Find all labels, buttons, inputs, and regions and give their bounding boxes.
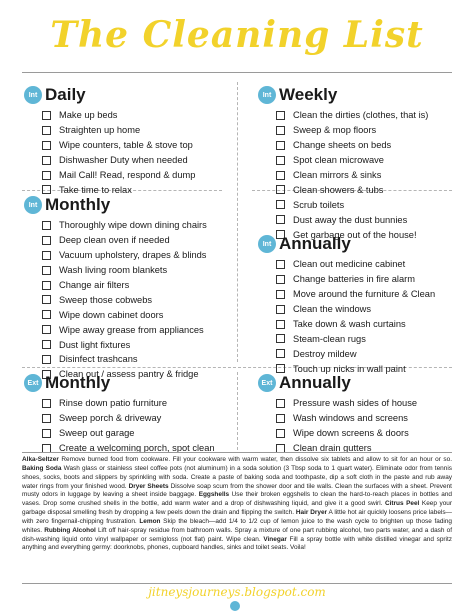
checkbox[interactable] (276, 260, 285, 269)
checklist-item (24, 441, 215, 456)
checklist-item-label: Vacuum upholstery, drapes & blinds (59, 250, 207, 261)
checklist-item (24, 278, 207, 293)
checklist-item (258, 197, 428, 212)
checklist-item-label: Sweep & mop floors (293, 125, 377, 136)
checklist (258, 108, 428, 242)
bottom-rule (22, 583, 452, 584)
checklist-item-label: Pressure wash sides of house (293, 398, 418, 409)
checklist-item-label: Dishwasher Duty when needed (59, 155, 188, 166)
checkbox[interactable] (276, 290, 285, 299)
checkbox[interactable] (276, 156, 285, 165)
checkbox[interactable] (42, 281, 51, 290)
checklist-item (24, 153, 195, 168)
checkbox[interactable] (276, 275, 285, 284)
checklist-item-label: Take down & wash curtains (293, 319, 406, 329)
checkbox[interactable] (42, 111, 51, 120)
checklist-item-label: Make up beds (59, 110, 118, 121)
section-annually-exterior (258, 372, 417, 456)
checkbox[interactable] (42, 429, 51, 438)
checklist-item (24, 123, 195, 138)
checklist-item (258, 287, 435, 302)
checkbox[interactable] (42, 414, 51, 423)
checklist-item-label: Mail Call! Read, respond & dump (59, 170, 196, 180)
tip-term: Lemon (139, 517, 161, 525)
section-title: Annually (279, 373, 351, 392)
checkbox[interactable] (276, 141, 285, 150)
checklist-item (258, 272, 435, 287)
tip-term: Eggshells (198, 491, 230, 499)
checklist-item-label: Sweep porch & driveway (59, 413, 162, 424)
section-daily (24, 84, 195, 197)
checklist-item (258, 302, 435, 317)
column-divider (237, 82, 238, 362)
tip-term: Vinegar (263, 535, 287, 543)
tip-text: Dissolve soap scum from the shower door and tile walls. Clean the surfaces with a sheet. Prevent musty odors in luggage by leaving a sheet inside baggage. (22, 482, 452, 499)
section-weekly (258, 84, 428, 242)
checklist-item-label: Change air filters (59, 280, 130, 290)
checklist-item-label: Clean out medicine cabinet (293, 259, 406, 270)
checklist-item (258, 182, 428, 197)
tip-term: Baking Soda (22, 464, 62, 472)
checklist-item-label: Destroy mildew (293, 348, 357, 359)
checklist-item-label: Sweep those cobwebs (59, 294, 153, 305)
tip-term: Dryer Sheets (128, 482, 169, 490)
checklist-item-label: Wash windows and screens (293, 413, 408, 424)
checkbox[interactable] (42, 340, 51, 349)
checklist-item-label: Dust light fixtures (59, 339, 131, 350)
checklist-item (24, 411, 215, 426)
checkbox[interactable] (42, 399, 51, 408)
checklist-item (24, 263, 207, 278)
checklist-item-label: Change batteries in fire alarm (293, 274, 415, 285)
tip-text: Skip the bleach—add 1/4 to 1/2 cup of lemon juice to the wash cycle to brighten up those fading whites. (22, 517, 452, 534)
checklist-item (24, 352, 207, 367)
checklist-item-label: Get garbage out of the house! (293, 229, 417, 240)
section-title: Daily (45, 85, 86, 104)
checkbox[interactable] (276, 414, 285, 423)
checkbox[interactable] (276, 215, 285, 224)
section-title: Weekly (279, 85, 338, 104)
checklist-item (24, 248, 207, 263)
checklist-item-label: Rinse down patio furniture (59, 398, 168, 409)
checkbox[interactable] (276, 334, 285, 343)
checkbox[interactable] (42, 251, 51, 260)
checklist-item-label: Clean mirrors & sinks (293, 170, 382, 180)
checklist-item (258, 396, 417, 411)
checklist-item (24, 108, 195, 123)
tip-text: Wash glass or stainless steel coffee pots (not aluminum) in a soda solution (3 Tbsp soda to 1 quart water). Eliminate odor from tennis shoes, socks, boots and slippers by sprinkling with soda. Create a paste of baking soda and toothpaste, dip a soft cloth in the paste and rub away water rings from your finished wood. (22, 464, 452, 490)
tips-rule (22, 452, 452, 453)
blog-logo-icon (230, 601, 240, 611)
checklist-item (24, 292, 207, 307)
checkbox[interactable] (42, 126, 51, 135)
checkbox[interactable] (42, 141, 51, 150)
checklist-item-label: Wash living room blankets (59, 265, 168, 276)
page-title: The Cleaning List (50, 14, 424, 56)
section-badge: Int (258, 86, 276, 104)
checklist-item (258, 212, 428, 227)
section-badge: Int (258, 235, 276, 253)
checkbox[interactable] (276, 185, 285, 194)
checkbox[interactable] (276, 305, 285, 314)
checklist-item-label: Scrub toilets (293, 199, 345, 210)
section-title: Monthly (45, 373, 111, 392)
checklist-item (24, 233, 207, 248)
blog-url[interactable]: jitneysjourneys.blogspot.com (148, 585, 326, 599)
top-rule (22, 72, 452, 73)
checkbox[interactable] (42, 310, 51, 319)
checkbox[interactable] (42, 355, 51, 364)
column-divider (237, 372, 238, 450)
checklist-item-label: Wipe counters, table & stove top (59, 140, 193, 151)
tip-text: Keep your garbage disposal smelling fresh by dropping a few peels down the drain and flipping the switch. (22, 500, 452, 517)
checklist-item-label: Sweep out garage (59, 428, 135, 439)
checklist-item (258, 317, 435, 332)
checklist-item (24, 168, 195, 183)
checklist-item-label: Wipe down screens & doors (293, 428, 409, 439)
checklist-item-label: Clean drain gutters (293, 443, 372, 454)
checklist-item (258, 411, 417, 426)
checkbox[interactable] (276, 349, 285, 358)
checklist (258, 257, 435, 376)
checklist-item-label: Steam-clean rugs (293, 333, 366, 344)
checklist-item-label: Clean the windows (293, 304, 372, 315)
checkbox[interactable] (42, 156, 51, 165)
checklist-item-label: Clean showers & tubs (293, 184, 384, 195)
section-title: Monthly (45, 195, 111, 214)
checklist-item (258, 108, 428, 123)
checklist-item-label: Thoroughly wipe down dining chairs (59, 220, 207, 231)
section-badge: Ext (24, 374, 42, 392)
checklist-item (24, 322, 207, 337)
tip-text: Lift off hair-spray residue from bathroom walls. Spray a mixture of one part rubbing alcohol, two parts water, and a dash of dish-washing liquid onto vinyl wallpaper or semigloss (not flat) paint. Wipe clean. (22, 526, 452, 543)
tip-term: Alka-Seltzer (22, 456, 59, 463)
checkbox[interactable] (276, 320, 285, 329)
tip-term: Hair Dryer (295, 509, 328, 517)
section-monthly-exterior (24, 372, 215, 456)
checklist-item (258, 257, 435, 272)
checklist-item-label: Clean the dirties (clothes, that is) (293, 110, 429, 121)
tip-text: A little hot air quickly loosens price labels—with zero fingernail-chipping frustration. (22, 509, 452, 525)
checklist-item (258, 168, 428, 183)
checklist (24, 218, 207, 382)
checkbox[interactable] (42, 266, 51, 275)
section-title: Annually (279, 234, 351, 253)
tip-text: Remove burned food from cookware. Fill your cookware with warm water, then dissolve six tablets and allow to sit for an hour or so. (58, 456, 452, 463)
checklist-item-label: Create a welcoming porch, spot clean (59, 443, 215, 454)
checklist-item-label: Straighten up home (59, 125, 141, 136)
section-badge: Ext (258, 374, 276, 392)
section-monthly-interior (24, 194, 207, 382)
tip-term: Citrus Peel (384, 500, 420, 508)
tip-term: Rubbing Alcohol (44, 526, 96, 534)
checkbox[interactable] (42, 171, 51, 180)
checkbox[interactable] (42, 221, 51, 230)
checklist (24, 396, 215, 456)
checklist-item (24, 307, 207, 322)
tip-text: Use their broken eggshells to clean the hard-to-reach places in bottles and vases. Drop some crushed shells in the bottle, add warm water and a drop of dishwashing liquid, and give it a good swirl. (22, 491, 452, 508)
checklist-item-label: Wipe down cabinet doors (59, 309, 164, 320)
checklist-item (258, 346, 435, 361)
checklist-item-label: Change sheets on beds (293, 140, 392, 151)
cleaning-tips (22, 456, 452, 553)
checkbox[interactable] (276, 171, 285, 180)
checkbox[interactable] (42, 295, 51, 304)
checklist-item-label: Wipe away grease from appliances (59, 324, 204, 335)
checklist-item-label: Spot clean microwave (293, 155, 384, 166)
checklist-item (24, 337, 207, 352)
checkbox[interactable] (42, 325, 51, 334)
checkbox[interactable] (42, 236, 51, 245)
checklist (24, 108, 195, 197)
checklist-item (258, 331, 435, 346)
checkbox[interactable] (276, 429, 285, 438)
checklist-item (258, 123, 428, 138)
checklist-item (24, 218, 207, 233)
checklist-item-label: Dust away the dust bunnies (293, 214, 408, 225)
checkbox[interactable] (276, 200, 285, 209)
checklist-item (258, 426, 417, 441)
section-badge: Int (24, 196, 42, 214)
checklist-item-label: Move around the furniture & Clean (293, 289, 436, 300)
checklist-item-label: Touch up nicks in wall paint (293, 363, 406, 374)
checkbox[interactable] (276, 126, 285, 135)
section-annually-interior (258, 233, 435, 376)
section-badge: Int (24, 86, 42, 104)
checklist-item (24, 138, 195, 153)
checkbox[interactable] (276, 111, 285, 120)
checklist-item-label: Clean out / assess pantry & fridge (59, 369, 199, 380)
checklist-item (24, 426, 215, 441)
checklist-item-label: Take time to relax (59, 184, 132, 195)
tip-text: Fill a spray bottle with white distilled vinegar and spritz anything and everything germy: doorknobs, phones, cupboard handles, sinks and toilet seats. Voila! (22, 535, 452, 552)
checklist (258, 396, 417, 456)
checklist-item (258, 138, 428, 153)
checklist-item (258, 441, 417, 456)
checkbox[interactable] (276, 399, 285, 408)
checklist-item (24, 396, 215, 411)
checklist-item-label: Disinfect trashcans (59, 354, 138, 365)
checklist-item-label: Deep clean oven if needed (59, 235, 170, 246)
checklist-item (258, 153, 428, 168)
